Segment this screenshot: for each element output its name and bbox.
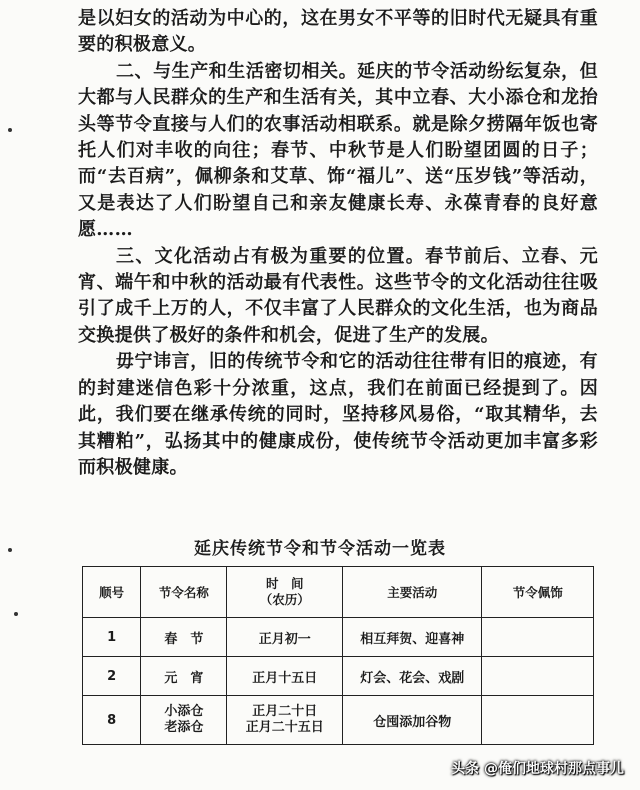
cell-ornaments	[482, 618, 594, 657]
cell-activities: 仓囤添加谷物	[343, 696, 482, 745]
cell-number: 1	[83, 618, 141, 657]
cell-name	[141, 696, 227, 745]
body-text	[78, 6, 598, 481]
cell-activities: 相互拜贺、迎喜神	[343, 618, 482, 657]
header-activities: 主要活动	[343, 567, 482, 618]
cell-time-line: 正月二十日	[252, 704, 318, 719]
watermark: 头条 @俺们地球村那点事儿	[451, 761, 624, 777]
header-name: 节令名称	[141, 567, 227, 618]
header-time	[227, 567, 343, 618]
table-row	[83, 657, 594, 696]
header-time-note: （农历）	[259, 592, 310, 607]
cell-ornaments	[482, 657, 594, 696]
paragraph: 毋宁讳言，旧的传统节令和它的活动往往带有旧的痕迹，有的封建迷信色彩十分浓重，这点，我们在前面已经提到了。因此，我们要在继承传统的同时，坚持移风易俗，“取其精华，去其糟粕”，弘扬其中的健康成份，使传统节令活动更加丰富多彩而积极健康。	[78, 351, 598, 478]
cell-time-line: 正月二十五日	[245, 720, 324, 735]
margin-mark	[14, 612, 18, 616]
paragraph: 二、与生产和生活密切相关。延庆的节令活动纷纭复杂，但大都与人民群众的生产和生活有关，其中立春、大小添仓和龙抬头等节令直接与人们的农事活动相联系。就是除夕捞隔年饭也寄托人们对丰收的向往；春节、中秋节是人们盼望团圆的日子；而“去百病”，佩柳条和艾草、饰“福儿”、送“压岁钱”等活动，又是表达了人们盼望自己和亲友健康长寿、永葆青春的良好意愿……	[78, 60, 598, 241]
cell-name-line: 小添仓	[164, 704, 204, 719]
paragraph: 是以妇女的活动为中心的，这在男女不平等的旧时代无疑具有重要的积极意义。	[78, 8, 598, 56]
cell-time	[227, 696, 343, 745]
cell-activities: 灯会、花会、戏剧	[343, 657, 482, 696]
cell-name: 元 宵	[141, 657, 227, 696]
table-header-row	[83, 567, 594, 618]
cell-time: 正月十五日	[227, 657, 343, 696]
table-title: 延庆传统节令和节令活动一览表	[194, 539, 446, 559]
table-row	[83, 696, 594, 745]
header-number: 顺号	[83, 567, 141, 618]
cell-time: 正月初一	[227, 618, 343, 657]
header-ornaments: 节令佩饰	[482, 567, 594, 618]
cell-name: 春 节	[141, 618, 227, 657]
paragraph: 三、文化活动占有极为重要的位置。春节前后、立春、元宵、端午和中秋的活动最有代表性。这些节令的文化活动往往吸引了成千上万的人，不仅丰富了人民群众的文化生活，也为商品交换提供了极好的条件和机会，促进了生产的发展。	[78, 245, 598, 346]
cell-ornaments	[482, 696, 594, 745]
header-time-label: 时 间	[266, 576, 304, 591]
cell-name-line: 老添仓	[164, 720, 204, 735]
festival-table	[82, 566, 594, 745]
cell-number: 8	[83, 696, 141, 745]
cell-number: 2	[83, 657, 141, 696]
table-row	[83, 618, 594, 657]
margin-mark	[8, 128, 12, 132]
